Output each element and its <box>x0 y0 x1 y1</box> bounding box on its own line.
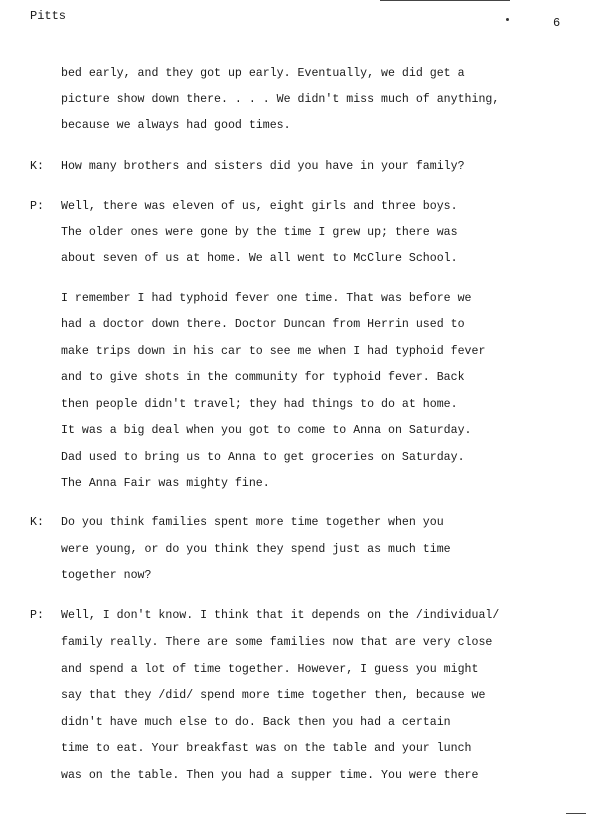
text-line: Dad used to bring us to Anna to get groceries on Saturday. <box>61 451 465 464</box>
text-line: then people didn't travel; they had things to do at home. <box>61 398 458 411</box>
text-line: were young, or do you think they spend just as much time <box>61 543 451 556</box>
text-line: because we always had good times. <box>61 119 291 132</box>
text-line: family really. There are some families now that are very close <box>61 636 493 649</box>
text-line: had a doctor down there. Doctor Duncan from Herrin used to <box>61 318 465 331</box>
text-line: The Anna Fair was mighty fine. <box>61 477 270 490</box>
footer-rule <box>566 813 586 814</box>
header-mark <box>506 18 509 21</box>
text-line: and to give shots in the community for typhoid fever. Back <box>61 371 465 384</box>
text-line: Well, there was eleven of us, eight girls and three boys. <box>61 200 458 213</box>
text-line: bed early, and they got up early. Eventually, we did get a <box>61 67 465 80</box>
text-line: was on the table. Then you had a supper time. You were there <box>61 769 479 782</box>
page-number: 6 <box>553 16 561 30</box>
text-line: picture show down there. . . . We didn't miss much of anything, <box>61 93 500 106</box>
speaker-label: K: <box>30 160 44 173</box>
text-line: and spend a lot of time together. However, I guess you might <box>61 663 479 676</box>
text-line: Well, I don't know. I think that it depends on the /individual/ <box>61 609 500 622</box>
text-line: say that they /did/ spend more time together then, because we <box>61 689 486 702</box>
text-line: about seven of us at home. We all went to McClure School. <box>61 252 458 265</box>
header-name: Pitts <box>30 9 67 23</box>
speaker-label: K: <box>30 516 44 529</box>
text-line: It was a big deal when you got to come to Anna on Saturday. <box>61 424 472 437</box>
text-line: time to eat. Your breakfast was on the table and your lunch <box>61 742 472 755</box>
text-line: together now? <box>61 569 152 582</box>
header-rule <box>380 0 510 1</box>
speaker-label: P: <box>30 200 44 213</box>
text-line: I remember I had typhoid fever one time. That was before we <box>61 292 472 305</box>
speaker-label: P: <box>30 609 44 622</box>
text-line: make trips down in his car to see me when I had typhoid fever <box>61 345 486 358</box>
text-line: didn't have much else to do. Back then you had a certain <box>61 716 451 729</box>
text-line: The older ones were gone by the time I grew up; there was <box>61 226 458 239</box>
text-line: How many brothers and sisters did you have in your family? <box>61 160 465 173</box>
text-line: Do you think families spent more time together when you <box>61 516 444 529</box>
